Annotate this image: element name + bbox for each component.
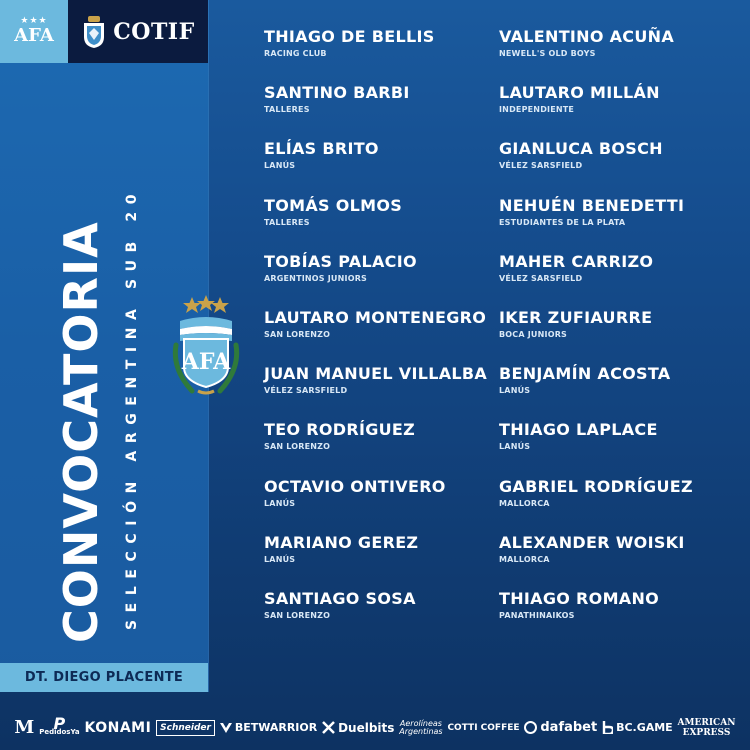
player-club: TALLERES: [264, 105, 310, 115]
page-title: CONVOCATORIA: [54, 221, 108, 643]
betwarrior-logo: [220, 721, 317, 734]
player-entry: [264, 477, 487, 533]
player-name: THIAGO LAPLACE: [499, 420, 658, 440]
cotif-text: COTIF: [113, 18, 195, 45]
player-entry: [264, 364, 487, 420]
player-name: GIANLUCA BOSCH: [499, 139, 663, 159]
betwarrior-icon: [220, 723, 232, 733]
player-name: JUAN MANUEL VILLALBA: [264, 364, 488, 384]
cotif-logo: [68, 0, 208, 63]
player-entry: [499, 533, 693, 589]
dafabet-text: dafabet: [540, 720, 598, 735]
player-club: LANÚS: [499, 386, 531, 396]
player-name: BENJAMÍN ACOSTA: [499, 364, 671, 384]
player-club: SAN LORENZO: [264, 442, 331, 452]
player-club: SAN LORENZO: [264, 610, 331, 620]
stars-icon: ★★★: [20, 16, 48, 26]
konami-logo: KONAMI: [84, 719, 152, 736]
duelbits-icon: [322, 721, 335, 734]
pedidosya-text: PedidosYa: [39, 727, 80, 736]
player-name: THIAGO ROMANO: [499, 588, 660, 608]
dafabet-icon: [524, 721, 537, 734]
player-club: SAN LORENZO: [264, 329, 331, 339]
amex-text-1: AMERICAN: [677, 717, 736, 728]
player-name: SANTINO BARBI: [264, 83, 410, 103]
player-entry: [499, 364, 693, 420]
dafabet-logo: [524, 720, 597, 735]
svg-text:AFA: AFA: [181, 349, 231, 375]
player-club: ARGENTINOS JUNIORS: [264, 273, 368, 283]
bcgame-logo: [602, 721, 673, 734]
player-entry: [264, 589, 487, 645]
player-club: VÉLEZ SARSFIELD: [499, 161, 583, 171]
afa-logo: [0, 0, 68, 63]
player-name: LAUTARO MILLÁN: [499, 83, 660, 103]
player-club: VÉLEZ SARSFIELD: [499, 273, 583, 283]
player-entry: [499, 139, 693, 195]
duelbits-logo: [322, 721, 394, 735]
cotif-crest-icon: [81, 15, 107, 49]
player-name: ALEXANDER WOISKI: [499, 532, 685, 552]
player-entry: [499, 252, 693, 308]
pedidosya-mark: P: [53, 713, 66, 733]
player-name: ELÍAS BRITO: [264, 139, 379, 159]
players-column-right: [499, 27, 693, 645]
player-entry: [264, 139, 487, 195]
player-name: GABRIEL RODRÍGUEZ: [499, 476, 693, 496]
player-name: OCTAVIO ONTIVERO: [264, 476, 446, 496]
player-club: TALLERES: [264, 217, 310, 227]
american-express-logo: [678, 718, 736, 738]
player-entry: [499, 27, 693, 83]
player-name: LAUTARO MONTENEGRO: [264, 307, 487, 327]
player-entry: [499, 420, 693, 476]
player-club: VÉLEZ SARSFIELD: [264, 386, 348, 396]
betwarrior-text: BETWARRIOR: [234, 721, 318, 734]
schneider-logo: Schneider: [156, 720, 215, 736]
player-club: PANATHINAIKOS: [499, 610, 575, 620]
player-entry: [264, 420, 487, 476]
sponsor-bar: [0, 705, 750, 750]
player-entry: [264, 196, 487, 252]
amex-text-2: EXPRESS: [682, 727, 731, 738]
player-name: MARIANO GEREZ: [264, 532, 419, 552]
player-club: LANÚS: [264, 498, 296, 508]
player-entry: [264, 308, 487, 364]
player-entry: [264, 533, 487, 589]
player-club: LANÚS: [264, 161, 296, 171]
players-column-left: [264, 27, 487, 645]
player-name: TOMÁS OLMOS: [264, 195, 403, 215]
player-entry: [499, 196, 693, 252]
player-entry: [264, 83, 487, 139]
player-name: SANTIAGO SOSA: [264, 588, 416, 608]
player-entry: [499, 83, 693, 139]
player-name: THIAGO DE BELLIS: [264, 27, 435, 46]
player-name: TEO RODRÍGUEZ: [264, 420, 416, 440]
mcdonalds-logo: M: [14, 717, 35, 738]
pedidosya-logo: [39, 713, 80, 737]
page-subtitle: SELECCIÓN ARGENTINA SUB 20: [124, 186, 140, 630]
player-club: LANÚS: [499, 442, 531, 452]
player-club: INDEPENDIENTE: [499, 105, 575, 115]
player-entry: [499, 589, 693, 645]
player-club: MALLORCA: [499, 554, 550, 564]
bcgame-text: BC.GAME: [616, 721, 673, 734]
player-club: RACING CLUB: [264, 49, 327, 58]
player-club: MALLORCA: [499, 498, 550, 508]
coach-label: DT. DIEGO PLACENTE: [0, 663, 208, 692]
player-club: BOCA JUNIORS: [499, 329, 568, 339]
player-entry: [264, 27, 487, 83]
aerolineas-text-1: Aerolíneas: [399, 718, 442, 728]
player-club: LANÚS: [264, 554, 296, 564]
duelbits-text: Duelbits: [338, 720, 395, 735]
bcgame-icon: [602, 721, 613, 734]
afa-logo-text: AFA: [14, 25, 54, 46]
player-entry: [264, 252, 487, 308]
player-name: NEHUÉN BENEDETTI: [499, 195, 685, 215]
player-name: IKER ZUFIAURRE: [499, 307, 653, 327]
player-club: NEWELL'S OLD BOYS: [499, 49, 596, 58]
aerolineas-logo: [399, 720, 442, 736]
afa-crest-icon: [170, 295, 242, 397]
player-name: TOBÍAS PALACIO: [264, 251, 417, 271]
player-name: MAHER CARRIZO: [499, 251, 654, 271]
player-entry: [499, 308, 693, 364]
player-entry: [499, 477, 693, 533]
aerolineas-text-2: Argentinas: [399, 726, 443, 736]
cotti-coffee-logo: COTTI COFFEE: [447, 722, 520, 733]
player-club: ESTUDIANTES DE LA PLATA: [499, 217, 626, 227]
player-name: VALENTINO ACUÑA: [499, 27, 675, 46]
